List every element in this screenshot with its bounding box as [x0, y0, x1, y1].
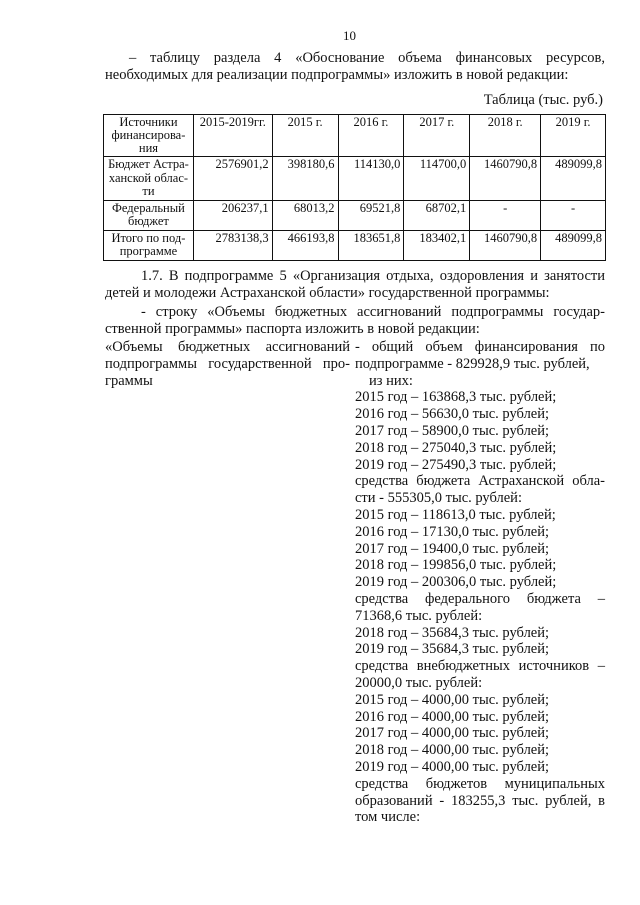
- table-row: [104, 157, 606, 201]
- cell-value: 1460790,8: [470, 157, 541, 201]
- table-header-row: [104, 115, 606, 157]
- cell-value: 466193,8: [272, 230, 338, 260]
- cell-value: 489099,8: [541, 230, 606, 260]
- header-2019: 2019 г.: [541, 115, 606, 157]
- year-line: 2018 год – 199856,0 тыс. рублей;: [355, 557, 557, 574]
- cell-value: 1460790,8: [470, 230, 541, 260]
- cell-value: 183651,8: [338, 230, 404, 260]
- header-total-period: 2015-2019гг.: [193, 115, 272, 157]
- cell-value: 114700,0: [404, 157, 470, 201]
- year-line: 2017 год – 58900,0 тыс. рублей;: [355, 422, 550, 439]
- paragraph-1-7: 1.7. В подпрограмме 5 «Организация отдыха, оздоровления и занятости детей и молодежи Астраханской области» государственной программы:: [105, 268, 605, 301]
- cell-value: 2783138,3: [193, 230, 272, 260]
- municipal-budget-heading: средства бюджетов муниципальных образований - 183255,3 тыс. рублей, в том числе:: [355, 775, 605, 826]
- year-line: 2018 год – 35684,3 тыс. рублей;: [355, 624, 550, 641]
- financing-table: [103, 114, 606, 261]
- year-line: 2019 год – 4000,00 тыс. рублей;: [355, 758, 550, 775]
- page-number: 10: [343, 28, 356, 43]
- year-line: 2017 год – 19400,0 тыс. рублей;: [355, 540, 550, 557]
- year-line: 2016 год – 4000,00 тыс. рублей;: [355, 708, 550, 725]
- header-2018: 2018 г.: [470, 115, 541, 157]
- cell-value: -: [541, 200, 606, 230]
- total-funding: - общий объем финансирования по подпрограмме - 829928,9 тыс. рублей,: [355, 339, 605, 372]
- cell-value: 68702,1: [404, 200, 470, 230]
- passport-row-value: [355, 339, 605, 826]
- table-row: [104, 200, 606, 230]
- cell-value: 183402,1: [404, 230, 470, 260]
- year-line: 2015 год – 163868,3 тыс. рублей;: [355, 389, 557, 406]
- cell-value: -: [470, 200, 541, 230]
- year-line: 2015 год – 118613,0 тыс. рублей;: [355, 506, 556, 523]
- cell-value: 398180,6: [272, 157, 338, 201]
- year-line: 2019 год – 35684,3 тыс. рублей;: [355, 641, 550, 658]
- year-line: 2016 год – 17130,0 тыс. рублей;: [355, 523, 550, 540]
- year-line: 2018 год – 4000,00 тыс. рублей;: [355, 742, 550, 759]
- total-funding-note: из них:: [369, 372, 413, 389]
- year-line: 2018 год – 275040,3 тыс. рублей;: [355, 439, 557, 456]
- table-caption: Таблица (тыс. руб.): [483, 92, 603, 108]
- year-line: 2019 год – 275490,3 тыс. рублей;: [355, 456, 557, 473]
- year-line: 2016 год – 56630,0 тыс. рублей;: [355, 406, 550, 423]
- intro-paragraph: – таблицу раздела 4 «Обоснование объема финансовых ресурсов, необходимых для реализации подпрограммы» изложить в новой редакции:: [105, 50, 605, 83]
- row-source: Бюджет Астра-ханской облас-ти: [104, 157, 194, 201]
- year-line: 2015 год – 4000,00 тыс. рублей;: [355, 691, 550, 708]
- header-sources: Источники финансирова-ния: [104, 115, 194, 157]
- cell-value: 69521,8: [338, 200, 404, 230]
- cell-value: 2576901,2: [193, 157, 272, 201]
- cell-value: 489099,8: [541, 157, 606, 201]
- year-line: 2019 год – 200306,0 тыс. рублей;: [355, 574, 557, 591]
- paragraph-line-instruction: - строку «Объемы бюджетных ассигнований подпрограммы государ-ственной программы» паспорта изложить в новой редакции:: [105, 304, 605, 337]
- table-row: [104, 230, 606, 260]
- header-2017: 2017 г.: [404, 115, 470, 157]
- row-source: Федеральный бюджет: [104, 200, 194, 230]
- cell-value: 68013,2: [272, 200, 338, 230]
- header-2015: 2015 г.: [272, 115, 338, 157]
- passport-row-label: «Объемы бюджетных ассигнований подпрограммы государственной про-граммы: [105, 339, 350, 389]
- cell-value: 206237,1: [193, 200, 272, 230]
- extrabudgetary-heading: средства внебюджетных источников – 20000,0 тыс. рублей:: [355, 658, 605, 691]
- cell-value: 114130,0: [338, 157, 404, 201]
- year-line: 2017 год – 4000,00 тыс. рублей;: [355, 725, 550, 742]
- federal-budget-heading: средства федерального бюджета – 71368,6 тыс. рублей:: [355, 590, 605, 624]
- regional-budget-heading: средства бюджета Астраханской обла-сти - 555305,0 тыс. рублей:: [355, 473, 605, 507]
- row-source: Итого по под-программе: [104, 230, 194, 260]
- header-2016: 2016 г.: [338, 115, 404, 157]
